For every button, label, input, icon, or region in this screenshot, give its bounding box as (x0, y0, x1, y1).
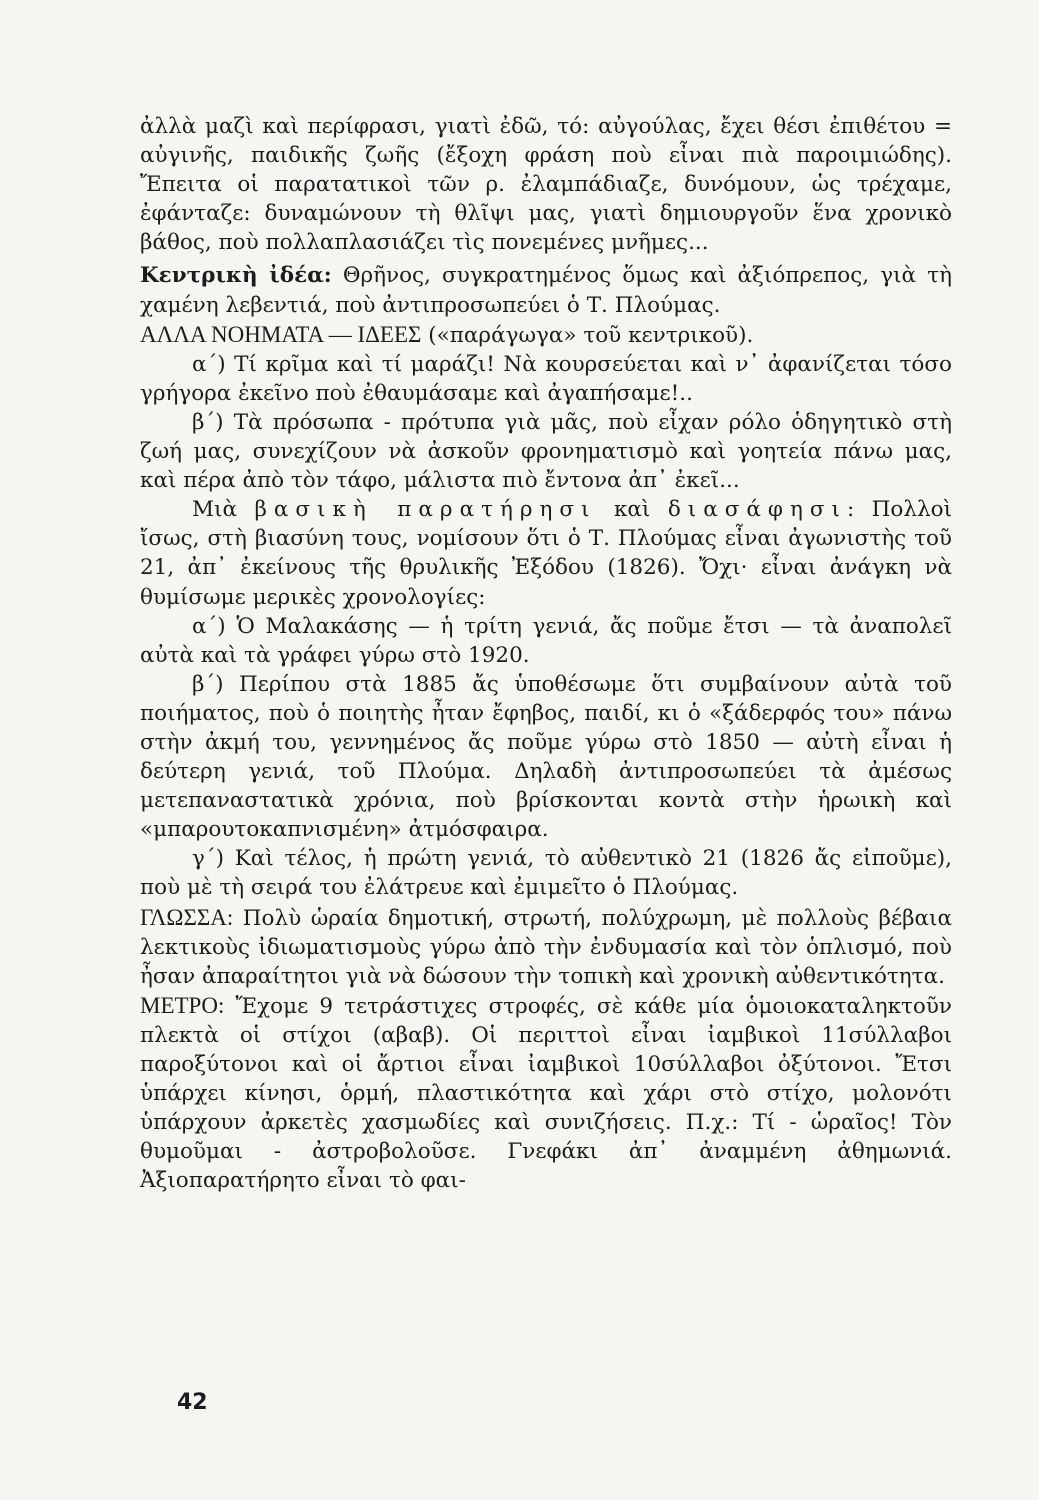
language-paragraph (140, 903, 952, 991)
observation-paragraph (140, 495, 952, 611)
idea-b-paragraph: β΄) Τὰ πρόσωπα - πρότυπα γιὰ μᾶς, ποὺ εἶχαν ρόλο ὁδηγητικὸ στὴ ζωή μας, συνεχίζουν νὰ ἀσκοῦν φρονηματισμὸ καὶ γοητεία πάνω μας, καὶ πέρα ἀπὸ τὸν τάφο, μάλιστα πιὸ ἔντονα ἀπ᾽ ἐκεῖ... (140, 409, 952, 494)
meter-label: ΜΕΤΡΟ: (140, 992, 225, 1018)
page-body-text (140, 112, 952, 1195)
other-ideas-heading: ΑΛΛΑ ΝΟΗΜΑΤΑ — ΙΔΕΕΣ (140, 321, 422, 347)
meter-text: Ἔχομε 9 τετράστιχες στροφές, σὲ κάθε μία ὁμοιοκαταληκτοῦν πλεκτὰ οἱ στίχοι (αβαβ). Οἱ περιττοὶ εἶναι ἰαμβικοὶ 11σύλλαβοι παροξύτονοι καὶ οἱ ἄρτιοι εἶναι ἰαμβικοὶ 10σύλλαβοι ὀξύτονοι. Ἔτσι ὑπάρχει κίνησι, ὁρμή, πλαστικότητα καὶ χάρι στὸ στίχο, μολονότι ὑπάρχουν ἀρκετὲς χασμωδίες καὶ συνιζήσεις. Π.χ.: Τί - ὡραῖος! Τὸν θυμοῦμαι - ἀστροβολοῦσε. Γνεφάκι ἀπ᾽ ἀναμμένη ἀθημωνιά. Ἀξιοπαρατήρητο εἶναι τὸ φαι- (140, 993, 952, 1194)
central-idea-paragraph (140, 261, 952, 319)
observation-spaced-phrase-1: βασικὴ παρατήρησι (254, 497, 597, 523)
language-text: Πολὺ ὡραία δημοτική, στρωτή, πολύχρωμη, μὲ πολλοὺς βέβαια λεκτικοὺς ἰδιωματισμοὺς γύρω ἀπὸ τὴν ἐνδυμασία καὶ τὸν ὁπλισμό, ποὺ ἦσαν ἀπαραίτητοι γιὰ νὰ δώσουν τὴν τοπικὴ καὶ χρονικὴ αὐθεντικότητα. (140, 905, 952, 989)
central-idea-text: Θρῆνος, συγκρατημένος ὅμως καὶ ἀξιόπρεπος, γιὰ τὴ χαμένη λεβεντιά, ποὺ ἀντιπροσωπεύει ὁ Τ. Πλούμας. (140, 263, 952, 318)
chronology-b-paragraph: β΄) Περίπου στὰ 1885 ἄς ὑποθέσωμε ὅτι συμβαίνουν αὐτὰ τοῦ ποιήματος, ποὺ ὁ ποιητὴς ἦταν ἔφηβος, παιδί, κι ὁ «ξάδερφός του» πάνω στὴν ἀκμή του, γεννημένος ἄς ποῦμε γύρω στὸ 1850 — αὐτὴ εἶναι ἡ δεύτερη γενιά, τοῦ Πλούμα. Δηλαδὴ ἀντιπροσωπεύει τὰ ἀμέσως μετεπαναστατικὰ χρόνια, ποὺ βρίσκονται κοντὰ στὴν ἡρωικὴ καὶ «μπαρουτοκαπνισμένη» ἀτμόσφαιρα. (140, 671, 952, 843)
idea-a-paragraph: α΄) Τί κρῖμα καὶ τί μαράζι! Νὰ κουρσεύεται καὶ ν᾽ ἀφανίζεται τόσο γρήγορα ἐκεῖνο ποὺ ἐθαυμάσαμε καὶ ἀγαπήσαμε!.. (140, 351, 952, 406)
observation-connector: καὶ (596, 497, 668, 523)
page-number: 42 (177, 1390, 208, 1415)
other-ideas-subheading: («παράγωγα» τοῦ κεντρικοῦ). (421, 322, 754, 348)
central-idea-label: Κεντρικὴ ἰδέα: (140, 263, 332, 289)
chronology-a-paragraph: α΄) Ὁ Μαλακάσης — ἡ τρίτη γενιά, ἄς ποῦμε ἔτσι — τὰ ἀναπολεῖ αὐτὰ καὶ τὰ γράφει γύρω στὸ 1920. (140, 613, 952, 668)
observation-prefix: Μιὰ (192, 497, 255, 523)
language-label: ΓΛΩΣΣΑ: (140, 904, 234, 930)
observation-spaced-phrase-2: διασάφησι (667, 497, 847, 523)
chronology-c-paragraph: γ΄) Καὶ τέλος, ἡ πρώτη γενιά, τὸ αὐθεντικὸ 21 (1826 ἄς εἰποῦμε), ποὺ μὲ τὴ σειρά του ἐλάτρευε καὶ ἐμιμεῖτο ὁ Πλούμας. (140, 846, 952, 901)
meter-paragraph (140, 991, 952, 1196)
paragraph-intro: ἀλλὰ μαζὶ καὶ περίφρασι, γιατὶ ἐδῶ, τό: αὐγούλας, ἔχει θέσι ἐπιθέτου = αὐγινῆς, παιδικῆς ζωῆς (ἔξοχη φράση ποὺ εἶναι πιὰ παροιμιώδης). Ἔπειτα οἱ παρατατικοὶ τῶν ρ. ἐλαμπάδιαζε, δυνόμουν, ὡς τρέχαμε, ἐφάνταζε: δυναμώνουν τὴ θλῖψι μας, γιατὶ δημιουργοῦν ἕνα χρονικὸ βάθος, ποὺ πολλαπλασιάζει τὶς πονεμένες μνῆμες... (140, 114, 952, 256)
observation-text: : Πολλοὶ ἴσως, στὴ βιασύνη τους, νομίσουν ὅτι ὁ Τ. Πλούμας εἶναι ἀγωνιστὴς τοῦ 21, ἀπ᾽ ἐκείνους τῆς θρυλικῆς Ἐξόδου (1826). Ὄχι· εἶναι ἀνάγκη νὰ θυμίσωμε μερικὲς χρονολογίες: (140, 497, 952, 610)
other-ideas-heading-line (140, 320, 952, 350)
